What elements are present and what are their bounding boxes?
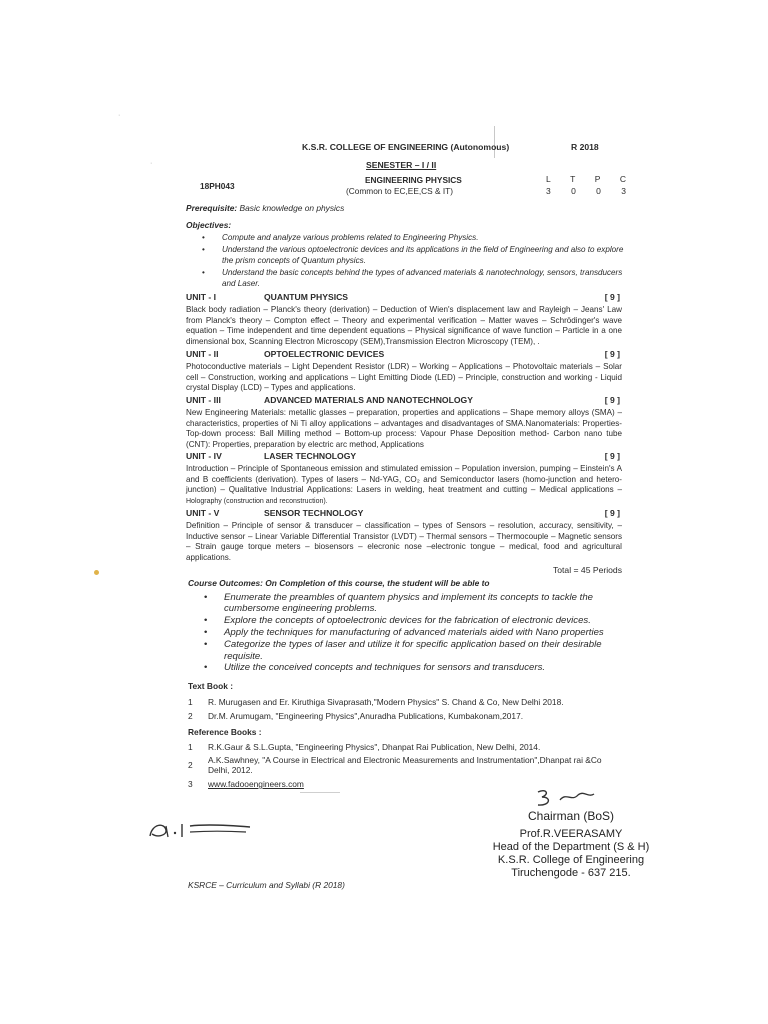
unit-title: LASER TECHNOLOGY — [264, 451, 357, 461]
signatory-place: Tiruchengode - 637 215. — [511, 867, 631, 879]
reference-number: 2 — [188, 760, 193, 770]
ltpc-value: 0 — [596, 186, 601, 196]
unit-hours: [ 9 ] — [604, 349, 620, 359]
signatory-name: Prof.R.VEERASAMY — [519, 828, 623, 840]
unit-number: UNIT - II — [186, 349, 219, 359]
unit-number: UNIT - V — [186, 508, 220, 518]
page-footer: KSRCE – Curriculum and Syllabi (R 2018) — [188, 880, 345, 890]
total-periods: Total = 45 Periods — [552, 565, 622, 575]
unit-title: QUANTUM PHYSICS — [264, 292, 349, 302]
course-code: 18PH043 — [200, 181, 235, 191]
outcome-item: • Utilize the conceived concepts and techniques for sensors and transducers. — [204, 662, 624, 673]
scan-speck — [94, 570, 99, 575]
course-title: ENGINEERING PHYSICS — [365, 175, 462, 185]
ltpc-label: P — [594, 174, 601, 184]
unit-hours: [ 9 ] — [604, 292, 620, 302]
textbook-text: Dr.M. Arumugam, "Engineering Physics",Anuradha Publications, Kumbakonam,2017. — [208, 711, 524, 721]
handwritten-initials-icon — [146, 816, 256, 842]
unit-content: Photoconductive materials – Light Dependent Resistor (LDR) – Working – Applications – Photovoltaic materials – Solar cell – Construction, working and applications – Light Emitting Diode (LED) – Principle, construction and working - Liquid crystal Display (LCD) – Types and applications. — [186, 362, 622, 393]
ltpc-value: 0 — [571, 186, 576, 196]
signatory-designation: Head of the Department (S & H) — [492, 841, 650, 853]
ltpc-value: 3 — [546, 186, 551, 196]
unit-content: Black body radiation – Planck's theory (derivation) – Deduction of Wien's displacement law and Rayleigh – Jeans' Law from Planck's theory – Compton effect – Theory and experimental verification – Matter waves – Schrödinger's wave equation – Time independent and time dependent equations – Physical significance of wave function – Particle in a one dimensional box, Scanning Electron Microscopy (SEM),Transmission Electron Microscopy (TEM), . — [186, 305, 622, 347]
reference-link[interactable]: www.fadooengineers.com — [208, 779, 304, 789]
ltpc-values — [546, 186, 626, 196]
unit-content — [186, 464, 622, 508]
ltpc-label: T — [570, 174, 576, 184]
textbook-number: 2 — [188, 711, 193, 721]
objective-item: • Understand the basic concepts behind the types of advanced materials & nanotechnology, sensors, transducers and Laser. — [196, 268, 624, 289]
reference-number: 3 — [188, 779, 193, 789]
signature-icon — [532, 786, 614, 810]
scan-mark: · — [150, 160, 153, 167]
outcome-item: • Categorize the types of laser and utilize it for specific application based on their desirable requisite. — [204, 639, 624, 662]
unit-title: SENSOR TECHNOLOGY — [264, 508, 364, 518]
textbook-label: Text Book : — [188, 681, 233, 691]
semester: SENESTER – I / II — [366, 160, 437, 170]
unit-hours: [ 9 ] — [604, 451, 620, 461]
prerequisite-label: Prerequisite: — [186, 203, 238, 213]
college-name: K.S.R. COLLEGE OF ENGINEERING (Autonomous) — [302, 142, 510, 152]
unit-content: New Engineering Materials: metallic glasses – preparation, properties and applications – Shape memory alloys (SMA) – characteristics, properties of Ni Ti alloy applications – advantages and disadvantages of SMA.Nanomaterials: Properties- Top-down process: Ball Milling method – Bottom-up process: Vapour Phase Deposition method- Carbon nano tube (CNT): Properties, preparation by electric arc method, Applications — [186, 408, 622, 450]
unit-number: UNIT - III — [186, 395, 221, 405]
scan-line — [300, 792, 340, 793]
textbook-text: R. Murugasen and Er. Kiruthiga Sivaprasath,"Modern Physics" S. Chand & Co, New Delhi 2018. — [208, 697, 564, 707]
course-common: (Common to EC,EE,CS & IT) — [346, 186, 453, 196]
unit-text-fine: Holography (construction and reconstruction). — [186, 498, 328, 506]
unit-number: UNIT - IV — [186, 451, 222, 461]
regulation: R 2018 — [571, 142, 599, 152]
unit-content: Definition – Principle of sensor & transducer – classification – types of Sensors – resolution, accuracy, sensitivity, – Inductive sensor – Linear Variable Differential Transistor (LVDT) – Thermal sensors – Thermocouple – Magnetic sensors – Strain gauge torque meters – biosensors – elecronic nose –electronic tongue – medical, food and agricultural applications. — [186, 521, 622, 563]
textbook-number: 1 — [188, 697, 193, 707]
outcomes-label: Course Outcomes: On Completion of this course, the student will be able to — [188, 578, 490, 588]
objectives-label: Objectives: — [186, 220, 232, 230]
outcome-item: • Apply the techniques for manufacturing of advanced materials aided with Nano properties — [204, 627, 624, 638]
reference-text: R.K.Gaur & S.L.Gupta, "Engineering Physics", Dhanpat Rai Publication, New Delhi, 2014. — [208, 742, 541, 752]
ltpc-label: L — [546, 174, 551, 184]
unit-hours: [ 9 ] — [604, 508, 620, 518]
objectives-list — [196, 233, 624, 291]
unit-number: UNIT - I — [186, 292, 217, 302]
unit-text: Introduction – Principle of Spontaneous emission and stimulated emission – Population inversion, pumping – Einstein's A and B coefficients (derivation). Types of lasers – Nd-YAG, CO₂ and Semiconductor lasers (homo-junction and hetero-junction) – Qualitative Industrial Applications: Lasers in welding, heat treatment and cutting – Medical applications – — [186, 464, 622, 495]
unit-hours: [ 9 ] — [604, 395, 620, 405]
signatory-college: K.S.R. College of Engineering — [497, 854, 645, 866]
ltpc-label: C — [619, 174, 626, 184]
objective-item: • Understand the various optoelectronic devices and its applications in the field of Engineering and also to explore the prism concepts of Quantum physics. — [196, 245, 624, 266]
scan-mark: · — [118, 112, 121, 119]
outcome-item: • Explore the concepts of optoelectronic devices for the fabrication of electronic devices. — [204, 615, 624, 626]
reference-label: Reference Books : — [188, 727, 262, 737]
ltpc-labels — [546, 174, 626, 184]
signatory-role: Chairman (BoS) — [527, 809, 615, 823]
outcome-item: • Enumerate the preambles of quantem physics and implement its concepts to tackle the cumbersome engineering problems. — [204, 592, 624, 615]
ltpc-value: 3 — [621, 186, 626, 196]
unit-title: ADVANCED MATERIALS AND NANOTECHNOLOGY — [264, 395, 473, 405]
prerequisite-text: Basic knowledge on physics — [239, 203, 345, 213]
prerequisite — [186, 203, 344, 213]
reference-number: 1 — [188, 742, 193, 752]
ltpc-table — [546, 174, 626, 196]
outcomes-list — [204, 592, 624, 674]
reference-text: A.K.Sawhney, "A Course in Electrical and Electronic Measurements and Instrumentation",Dhanpat rai &Co Delhi, 2012. — [208, 755, 602, 776]
objective-item: • Compute and analyze various problems related to Engineering Physics. — [196, 233, 624, 243]
unit-title: OPTOELECTRONIC DEVICES — [264, 349, 385, 359]
